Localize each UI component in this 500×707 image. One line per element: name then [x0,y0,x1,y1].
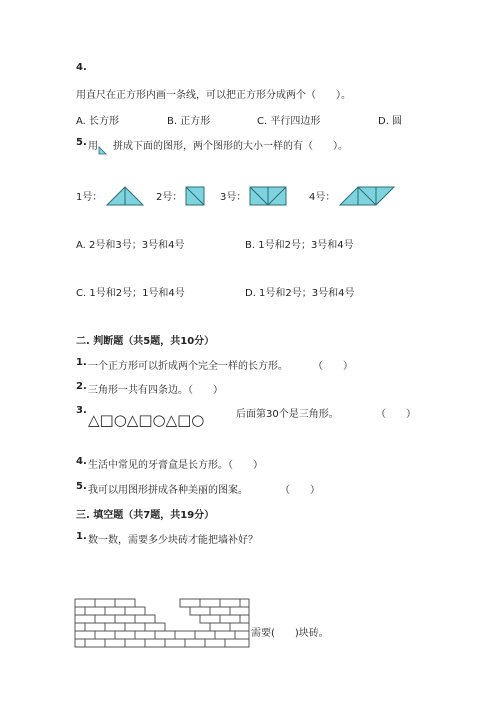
s2-item-1-number: 1. [76,357,87,368]
figure-1-label: 1号： [76,192,103,203]
q4-option-d[interactable]: D. 圆 [378,116,403,127]
s2-item-4-number: 4. [76,456,87,467]
s2-item-2-number: 2. [76,381,87,392]
s2-item-5-number: 5. [76,481,87,492]
s2-item-2-text: 三角形一共有四条边。（ ） [88,385,223,396]
figure-1-triangle-icon [107,187,143,205]
section-2-title: 二. 判断题（共5题，共10分） [76,336,215,347]
small-triangle-icon [99,147,107,155]
s3-q1-answer[interactable]: 需要( )块砖。 [251,628,329,639]
s2-item-1-answer[interactable]: （ ） [313,361,353,372]
q5-option-b[interactable]: B. 1号和2号；3号和4号 [245,240,354,251]
figure-2-label: 2号： [156,192,183,203]
s2-item-3-text: 后面第30个是三角形。 [236,409,339,420]
figure-3-label: 3号： [220,192,247,203]
figure-4-label: 4号： [309,192,336,203]
s2-item-4-text: 生活中常见的牙膏盒是长方形。（ ） [88,460,263,471]
section-3-title: 三. 填空题（共7题，共19分） [76,510,215,521]
s2-item-3-answer[interactable]: （ ） [376,409,416,420]
figure-3-rectangle-icon [250,187,286,205]
q4-option-b[interactable]: B. 正方形 [167,116,211,127]
s3-q1-number: 1. [76,531,87,542]
shape-pattern: △□○△□○△□○ [88,411,205,429]
s2-item-3-number: 3. [76,405,87,416]
q4-number: 4. [76,62,87,73]
s2-item-5-answer[interactable]: （ ） [280,485,320,496]
brick-wall-diagram [75,599,250,649]
q5-option-c[interactable]: C. 1号和2号；1号和4号 [76,288,185,299]
q5-option-d[interactable]: D. 1号和2号；3号和4号 [245,288,355,299]
q5-stem-before: 用 [88,141,98,152]
s2-item-5-text: 我可以用图形拼成各种美丽的图案。 [88,485,248,496]
q4-stem: 用直尺在正方形内画一条线，可以把正方形分成两个（ ）。 [76,90,351,101]
q5-number: 5. [76,137,87,148]
q4-option-c[interactable]: C. 平行四边形 [257,116,321,127]
s2-item-1-text: 一个正方形可以折成两个完全一样的长方形。 [88,361,288,372]
q5-stem-after: 拼成下面的图形，两个图形的大小一样的有（ ）。 [113,141,348,152]
q4-option-a[interactable]: A. 长方形 [76,116,120,127]
s3-q1-text: 数一数，需要多少块砖才能把墙补好？ [88,535,258,546]
figure-2-square-icon [186,187,204,205]
figure-4-parallelogram-icon [340,187,394,205]
q5-option-a[interactable]: A. 2号和3号；3号和4号 [76,240,185,251]
